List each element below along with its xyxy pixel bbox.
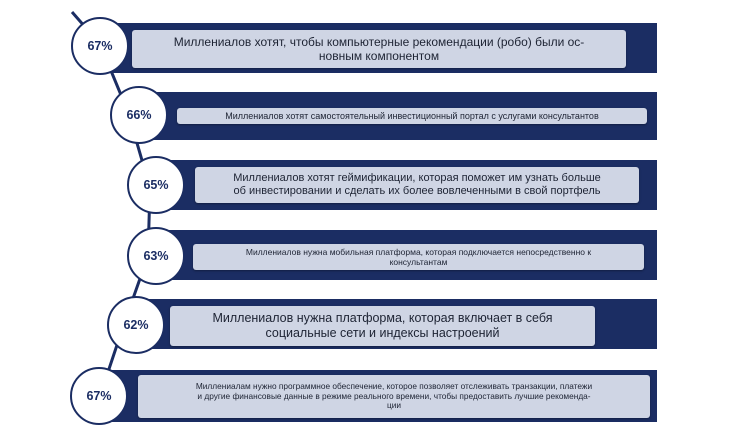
row-text-2: Миллениалов хотят самостоятельный инвестиционный портал с услугами консультантов <box>177 108 647 124</box>
row-text-5: Миллениалов нужна платформа, которая включает в себя социальные сети и индексы настроений <box>170 306 595 346</box>
row-percent-2: 66% <box>110 86 168 144</box>
row-percent-6: 67% <box>70 367 128 425</box>
row-text-3: Миллениалов хотят геймификации, которая поможет им узнать больше об инвестировании и сделать их более вовлеченными в свой портфель <box>195 167 639 203</box>
row-percent-3: 65% <box>127 156 185 214</box>
row-percent-4: 63% <box>127 227 185 285</box>
row-percent-5: 62% <box>107 296 165 354</box>
row-text-1: Миллениалов хотят, чтобы компьютерные рекомендации (робо) были ос- новным компонентом <box>132 30 626 68</box>
row-text-4: Миллениалов нужна мобильная платформа, которая подключается непосредственно к консультантам <box>193 244 644 270</box>
row-text-6: Миллениалам нужно программное обеспечение, которое позволяет отслеживать транзакции, платежи и другие финансовые данные в режиме реального времени, чтобы предоставить лучшие рекоменда- ции <box>138 375 650 418</box>
row-percent-1: 67% <box>71 17 129 75</box>
